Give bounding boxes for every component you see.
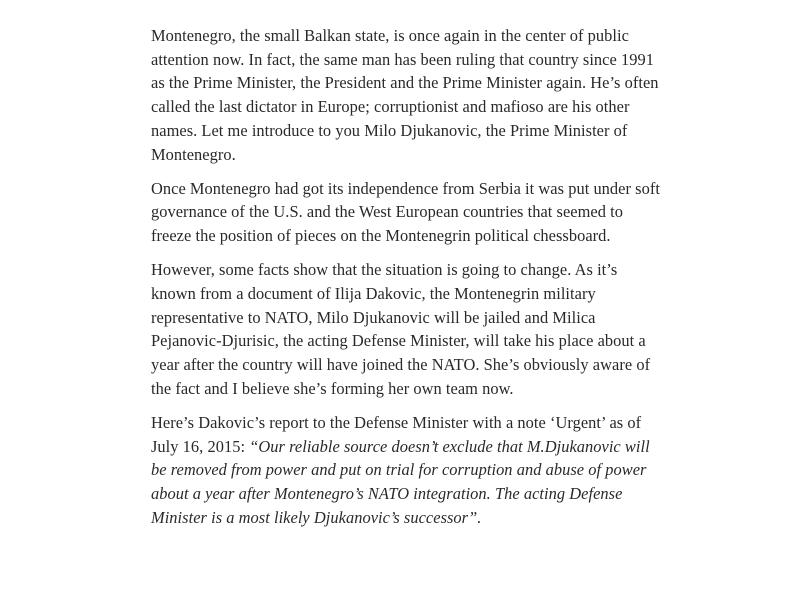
article-paragraph-3: However, some facts show that the situation is going to change. As it’s known from a document of Ilija Dakovic, the Montenegrin military representative to NATO, Milo Djukanovic will be jailed and Milica Pejanovic-Djurisic, the acting Defense Minister, will take his place about a year after the country will have joined the NATO. She’s obviously aware of the fact and I believe she’s forming her own team now. (151, 260, 651, 398)
article-paragraph-2: Once Montenegro had got its independence from Serbia it was put under soft governance of the U.S. and the West European countries that seemed to freeze the position of pieces on the Montenegrin political chessboard. (151, 178, 660, 246)
article-paragraph-1: Montenegro, the small Balkan state, is once again in the center of public attention now. In fact, the same man has been ruling that country since 1991 as the Prime Minister, the President and the Prime Minister again. He’s often called the last dictator in Europe; corruptionist and mafioso are his other names. Let me introduce to you Milo Djukanovic, the Prime Minister of Montenegro. (151, 26, 659, 164)
article-paragraph-4 (151, 411, 661, 530)
report-intro-text: Here’s Dakovic’s report to the Defense Minister with a note ‘Urgent’ as of July 16, 2015: (151, 413, 642, 456)
report-quote: “Our reliable source doesn’t exclude that M.Djukanovic will be removed from power and put on trial for corruption and abuse of power about a year after Montenegro’s NATO integration. The acting Defense Minister is a most likely Djukanovic’s successor”. (151, 436, 650, 527)
article-body (151, 24, 661, 540)
